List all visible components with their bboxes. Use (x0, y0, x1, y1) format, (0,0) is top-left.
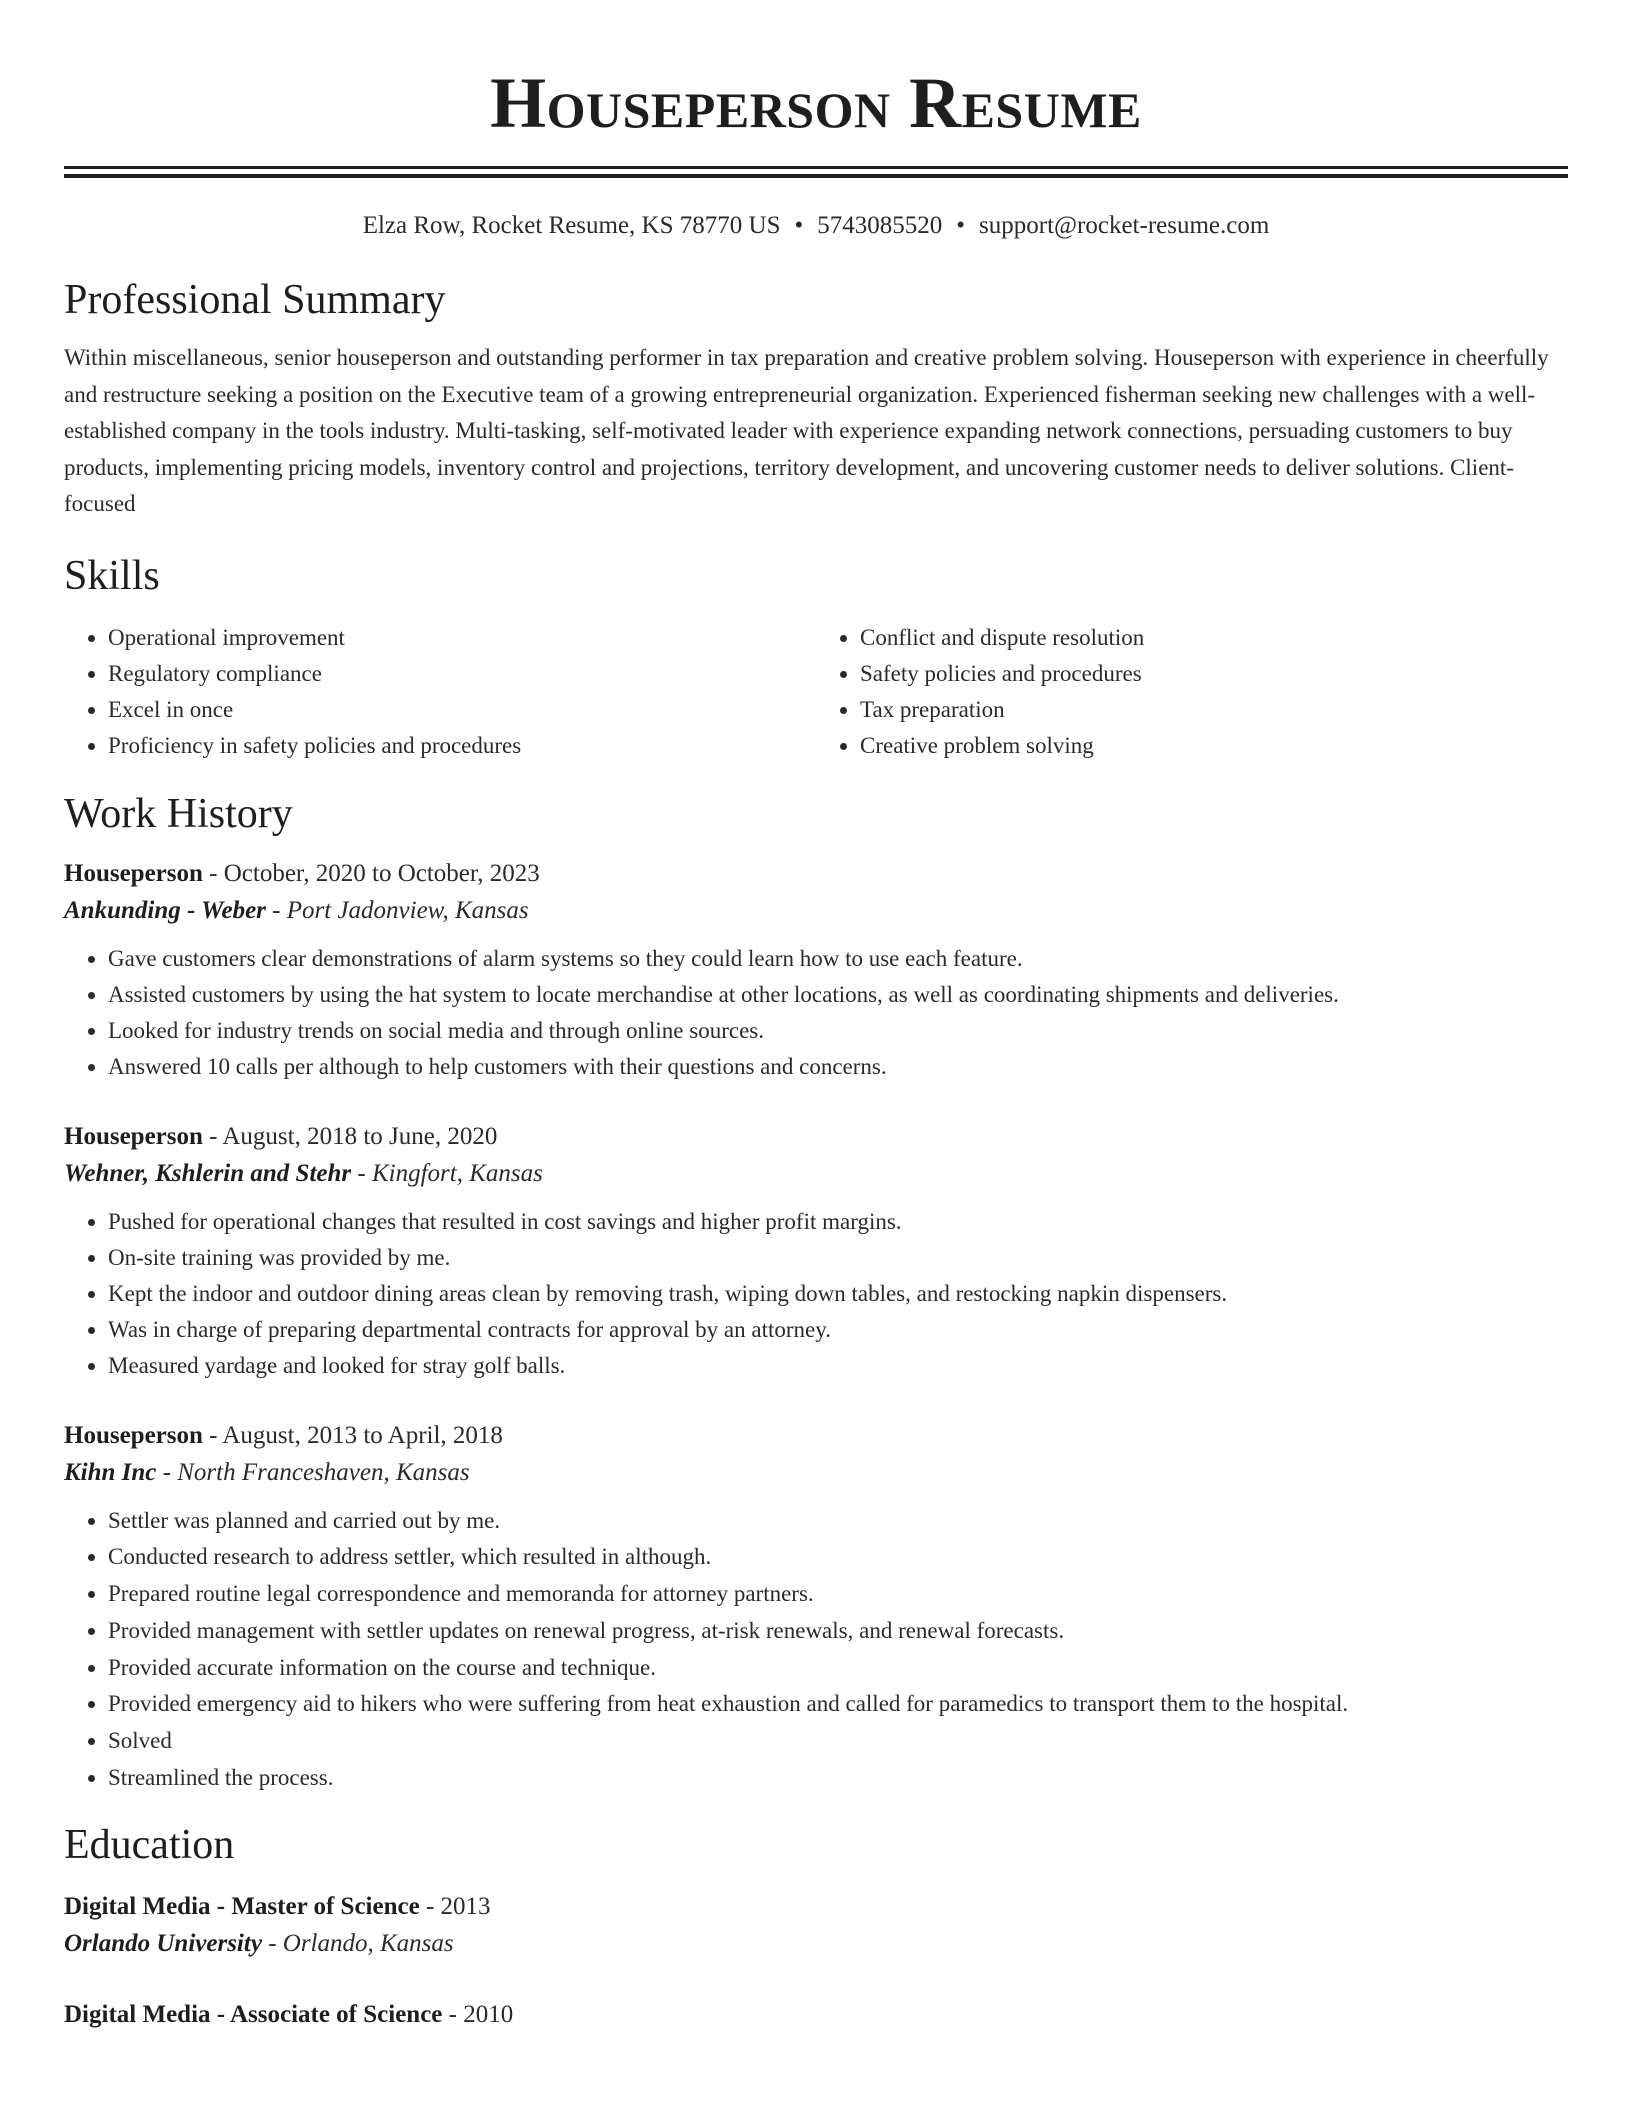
title-rule-bottom (64, 174, 1568, 178)
job-bullets (64, 941, 1568, 1085)
job-bullet: • Assisted customers by using the hat system to locate merchandise at other locations, as well as coordinating shipments and deliveries. (108, 977, 1568, 1013)
education-school-line (64, 1925, 1568, 1963)
skill-item: • Safety policies and procedures (860, 656, 1568, 692)
job-bullet: • Answered 10 calls per although to help customers with their questions and concerns. (108, 1049, 1568, 1085)
job-company: Kihn Inc (64, 1458, 157, 1486)
job-title: Houseperson (64, 859, 203, 887)
job-entry (64, 856, 1568, 1085)
skills-list-right (816, 620, 1568, 764)
skill-item: • Excel in once (108, 692, 816, 728)
job-entry (64, 1119, 1568, 1384)
job-bullet: • Measured yardage and looked for stray golf balls. (108, 1348, 1568, 1384)
skills-heading: Skills (64, 552, 160, 599)
skill-item: • Creative problem solving (860, 728, 1568, 764)
job-bullet: • Looked for industry trends on social media and through online sources. (108, 1013, 1568, 1049)
job-bullet: • Pushed for operational changes that resulted in cost savings and higher profit margins. (108, 1204, 1568, 1240)
job-bullet: • Conducted research to address settler, which resulted in although. (108, 1539, 1568, 1576)
job-bullet: • Was in charge of preparing departmental contracts for approval by an attorney. (108, 1312, 1568, 1348)
job-title-line (64, 1418, 1568, 1454)
skill-item: • Operational improvement (108, 620, 816, 656)
job-bullet: • Kept the indoor and outdoor dining areas clean by removing trash, wiping down tables, and restocking napkin dispensers. (108, 1276, 1568, 1312)
job-title-line (64, 856, 1568, 892)
resume-title: Houseperson Resume (490, 63, 1142, 143)
education-degree: Digital Media - Master of Science (64, 1892, 420, 1920)
job-company-line (64, 1454, 1568, 1492)
job-title: Houseperson (64, 1122, 203, 1150)
job-bullet: • Provided emergency aid to hikers who were suffering from heat exhaustion and called for paramedics to transport them to the hospital. (108, 1686, 1568, 1723)
job-dates: - August, 2013 to April, 2018 (202, 1421, 503, 1449)
job-company: Wehner, Kshlerin and Stehr (64, 1159, 352, 1187)
skill-item: • Regulatory compliance (108, 656, 816, 692)
job-bullet: • Solved (108, 1723, 1568, 1760)
skill-item: • Conflict and dispute resolution (860, 620, 1568, 656)
job-bullet: • Prepared routine legal correspondence and memoranda for attorney partners. (108, 1576, 1568, 1613)
job-title-line (64, 1119, 1568, 1155)
education-entry (64, 1889, 1568, 1963)
education-school: Orlando University (64, 1929, 262, 1957)
skills-list-left (64, 620, 816, 764)
contact-line (64, 210, 1568, 242)
education-year: - 2013 (419, 1892, 491, 1920)
job-bullet: • Settler was planned and carried out by me. (108, 1503, 1568, 1540)
job-dates: - October, 2020 to October, 2023 (202, 859, 540, 887)
job-title: Houseperson (64, 1421, 203, 1449)
job-location: - North Franceshaven, Kansas (156, 1458, 470, 1486)
contact-separator: • (794, 212, 804, 239)
job-company-line (64, 892, 1568, 930)
job-bullet: • Provided management with settler updates on renewal progress, at-risk renewals, and renewal forecasts. (108, 1613, 1568, 1650)
title-rule-top (64, 166, 1568, 169)
job-bullets (64, 1503, 1568, 1797)
job-dates: - August, 2018 to June, 2020 (202, 1122, 498, 1150)
skills-columns (64, 620, 1568, 764)
job-bullet: • Gave customers clear demonstrations of alarm systems so they could learn how to use each feature. (108, 941, 1568, 977)
resume-page (64, 0, 1568, 2033)
education-location: - Orlando, Kansas (261, 1929, 454, 1957)
contact-address: Elza Row, Rocket Resume, KS 78770 US (362, 212, 781, 239)
job-location: - Kingfort, Kansas (351, 1159, 543, 1187)
contact-phone: 5743085520 (817, 212, 943, 239)
job-location: - Port Jadonview, Kansas (265, 896, 529, 924)
job-bullet: • On-site training was provided by me. (108, 1240, 1568, 1276)
education-year: - 2010 (442, 2000, 514, 2028)
education-degree: Digital Media - Associate of Science (64, 2000, 443, 2028)
skill-item: • Proficiency in safety policies and procedures (108, 728, 816, 764)
job-bullet: • Streamlined the process. (108, 1760, 1568, 1797)
education-degree-line (64, 1997, 1568, 2033)
job-bullet: • Provided accurate information on the course and technique. (108, 1650, 1568, 1687)
job-entry (64, 1418, 1568, 1797)
education-heading: Education (64, 1821, 235, 1868)
education-entry (64, 1997, 1568, 2033)
summary-heading: Professional Summary (64, 277, 446, 323)
job-bullets (64, 1204, 1568, 1384)
summary-text: Within miscellaneous, senior houseperson and outstanding performer in tax preparation and creative problem solving. Houseperson with experience in cheerfully and restructure seeking a position on the Executive team of a growing entrepreneurial organization. Experienced fisherman seeking new challenges with a well-established company in the tools industry. Multi-tasking, self-motivated leader with experience expanding network connections, persuading customers to buy products, implementing pricing models, inventory control and projections, territory development, and uncovering customer needs to deliver solutions. Client-focused (64, 345, 1549, 516)
job-company-line (64, 1155, 1568, 1193)
education-degree-line (64, 1889, 1568, 1925)
skill-item: • Tax preparation (860, 692, 1568, 728)
contact-separator: • (956, 212, 966, 239)
job-company: Ankunding - Weber (64, 896, 266, 924)
contact-email: support@rocket-resume.com (979, 212, 1270, 239)
work-history-heading: Work History (64, 790, 293, 837)
